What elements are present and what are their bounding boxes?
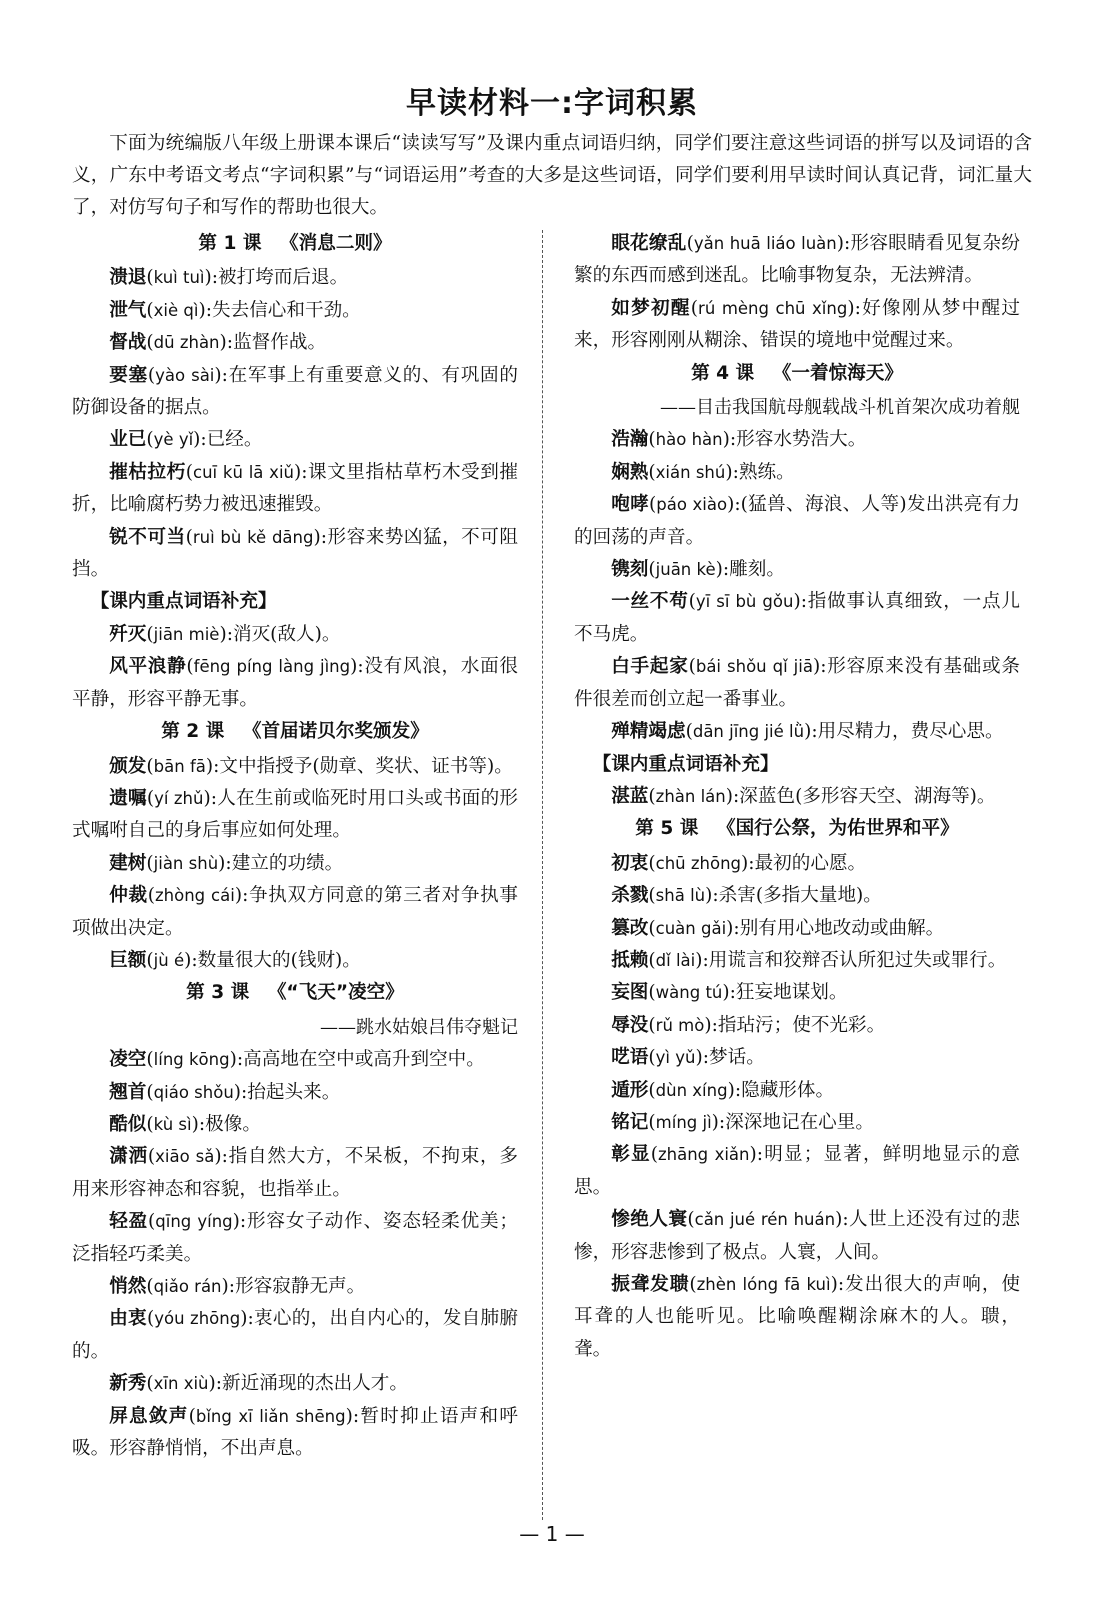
vocab-definition: 深深地记在心里。 (725, 1111, 874, 1133)
vocab-word: 要塞 (109, 364, 148, 386)
vocab-pinyin: yóu zhōng (154, 1309, 241, 1329)
vocab-entry: 要塞(yào sài):在军事上有重要意义的、有巩固的防御设备的据点。 (72, 364, 518, 419)
right-column (574, 228, 1020, 1366)
vocab-pinyin: dǐ lài (655, 950, 696, 970)
vocab-entry: 翘首(qiáo shǒu):抬起头来。 (109, 1081, 341, 1103)
vocab-word: 白手起家 (611, 656, 689, 678)
vocab-pinyin: fēng píng làng jìng (193, 657, 351, 677)
vocab-pinyin: ruì bù kě dāng (192, 527, 314, 547)
lesson-name: 《消息二则》 (280, 233, 392, 254)
vocab-entry: 潇洒(xiāo sǎ):指自然大方，不呆板，不拘束，多用来形容神态和容貌，也指举止。 (72, 1146, 518, 1200)
vocab-entry: 泄气(xiè qì):失去信心和干劲。 (109, 299, 361, 321)
vocab-entry: 建树(jiàn shù):建立的功绩。 (109, 852, 344, 874)
page-number: — 1 — (519, 1522, 585, 1546)
vocab-word: 呓语 (611, 1047, 649, 1069)
vocab-entry: 遁形(dùn xíng):隐藏形体。 (611, 1079, 835, 1101)
vocab-definition: 指玷污；使不光彩。 (717, 1014, 886, 1036)
vocab-word: 颁发 (109, 755, 147, 777)
vocab-entry: 镌刻(juān kè):雕刻。 (611, 559, 785, 581)
vocab-definition: 数量很大的(钱财)。 (197, 949, 361, 971)
vocab-definition: 雕刻。 (729, 559, 785, 581)
vocab-entry: 遗嘱(yí zhǔ):人在生前或临死时用口头或书面的形式嘱咐自己的身后事应如何处理。 (72, 787, 518, 842)
lesson-heading (72, 977, 518, 1009)
vocab-word: 初衷 (611, 852, 649, 874)
vocab-entry: 振聋发聩(zhèn lóng fā kuì):发出很大的声响，使耳聋的人也能听见。比喻唤醒糊涂麻木的人。聩，聋。 (574, 1274, 1020, 1360)
vocab-pinyin: bān fā (153, 756, 206, 776)
lesson-number: 第 3 课 (186, 982, 250, 1004)
vocab-pinyin: cuàn gǎi (655, 918, 727, 938)
vocab-entry: 白手起家(bái shǒu qǐ jiā):形容原来没有基础或条件很差而创立起一番事业。 (574, 656, 1020, 710)
vocab-entry: 锐不可当(ruì bù kě dāng):形容来势凶猛，不可阻挡。 (72, 526, 518, 581)
vocab-word: 杀戮 (611, 885, 649, 907)
vocab-pinyin: dùn xíng (655, 1080, 728, 1100)
vocab-pinyin: zhòng cái (154, 886, 235, 906)
page-title: 早读材料一:字词积累 (406, 86, 698, 121)
vocab-pinyin: zhàn lán (655, 786, 726, 806)
vocab-entry: 业已(yè yǐ):已经。 (109, 429, 263, 451)
lesson-subtitle: ——目击我国航母舰载战斗机首架次成功着舰 (660, 397, 1020, 419)
vocab-definition: 明显；显著，鲜明地显示的意思。 (574, 1144, 1020, 1198)
vocab-definition: 衷心的，出自内心的，发自肺腑的。 (72, 1308, 518, 1362)
vocab-entry: 妄图(wàng tú):狂妄地谋划。 (611, 982, 848, 1004)
vocab-pinyin: dū zhàn (153, 333, 220, 353)
vocab-definition: (猛兽、海浪、人等)发出洪亮有力的回荡的声音。 (574, 494, 1020, 548)
vocab-pinyin: kù sì (153, 1114, 192, 1134)
vocab-definition: 失去信心和干劲。 (212, 299, 361, 321)
vocab-definition: 隐藏形体。 (741, 1079, 835, 1101)
vocab-definition: 抬起头来。 (247, 1081, 341, 1103)
vocab-pinyin: chū zhōng (655, 853, 742, 873)
vocab-word: 娴熟 (611, 461, 649, 483)
lesson-number: 第 4 课 (691, 362, 755, 384)
vocab-definition: 人在生前或临死时用口头或书面的形式嘱咐自己的身后事应如何处理。 (72, 787, 518, 842)
vocab-word: 浩瀚 (611, 429, 649, 451)
supplement-heading: 【课内重点词语补充】 (592, 753, 779, 775)
vocab-definition: 课文里指枯草朽木受到摧折，比喻腐朽势力被迅速摧毁。 (72, 461, 518, 516)
lesson-heading (574, 813, 1020, 845)
vocab-word: 凌空 (109, 1049, 147, 1071)
vocab-definition: 人世上还没有过的悲惨，形容悲惨到了极点。人寰，人间。 (574, 1209, 1020, 1263)
lesson-number: 第 2 课 (161, 721, 225, 743)
vocab-word: 铭记 (611, 1111, 649, 1133)
lesson-heading (574, 358, 1020, 390)
vocab-word: 翘首 (109, 1081, 147, 1103)
vocab-pinyin: zhèn lóng fā kuì (696, 1275, 831, 1294)
vocab-pinyin: jù é (153, 950, 185, 970)
vocab-definition: 最初的心愿。 (754, 852, 867, 874)
vocab-word: 新秀 (109, 1373, 147, 1395)
vocab-definition: 没有风浪，水面很平静，形容平静无事。 (72, 656, 518, 710)
vocab-entry: 溃退(kuì tuì):被打垮而后退。 (109, 267, 349, 289)
vocab-entry: 如梦初醒(rú mèng chū xǐng):好像刚从梦中醒过来，形容刚刚从糊涂、错误的境地中觉醒过来。 (574, 297, 1020, 352)
vocab-entry: 悄然(qiǎo rán):形容寂静无声。 (109, 1276, 366, 1297)
vocab-pinyin: zhāng xiǎn (658, 1145, 750, 1165)
vocab-definition: 别有用心地改动或曲解。 (739, 917, 945, 939)
vocab-entry: 殚精竭虑(dān jīng jié lǜ):用尽精力，费尽心思。 (611, 721, 1004, 743)
vocab-entry: 一丝不苟(yī sī bù gǒu):指做事认真细致，一点儿不马虎。 (574, 591, 1020, 645)
vocab-word: 业已 (109, 429, 147, 451)
vocab-pinyin: qiáo shǒu (153, 1082, 234, 1102)
vocab-definition: 暂时抑止语声和呼吸。形容静悄悄，不出声息。 (72, 1405, 518, 1460)
vocab-entry: 眼花缭乱(yǎn huā liáo luàn):形容眼睛看见复杂纷繁的东西而感到迷乱。比喻事物复杂，无法辨清。 (574, 233, 1020, 287)
vocab-pinyin: míng jì (655, 1112, 712, 1132)
vocab-word: 风平浪静 (109, 656, 187, 678)
vocab-word: 抵赖 (611, 949, 649, 971)
vocab-pinyin: páo xiào (656, 495, 728, 515)
vocab-definition: 形容来势凶猛，不可阻挡。 (72, 526, 518, 581)
vocab-definition: 消灭(敌人)。 (232, 623, 341, 645)
vocab-definition: 梦话。 (709, 1047, 765, 1069)
vocab-pinyin: cǎn jué rén huán (694, 1210, 836, 1230)
vocab-word: 镌刻 (611, 559, 649, 581)
vocab-pinyin: dān jīng jié lǜ (692, 722, 805, 742)
vocab-entry: 呓语(yì yǔ):梦话。 (611, 1047, 765, 1069)
vocab-word: 惨绝人寰 (611, 1209, 688, 1231)
vocab-pinyin: bái shǒu qǐ jiā (695, 657, 813, 677)
vocab-word: 遗嘱 (109, 787, 147, 809)
vocab-definition: 形容原来没有基础或条件很差而创立起一番事业。 (574, 656, 1020, 710)
vocab-word: 巨额 (109, 949, 147, 971)
vocab-word: 潇洒 (109, 1146, 148, 1168)
vocab-definition: 监督作战。 (233, 332, 327, 354)
vocab-definition: 指做事认真细致，一点儿不马虎。 (574, 591, 1020, 645)
vocab-entry: 初衷(chū zhōng):最初的心愿。 (611, 852, 867, 874)
vocab-pinyin: qiǎo rán (153, 1277, 222, 1296)
lesson-number: 第 1 课 (198, 233, 262, 254)
vocab-entry: 新秀(xīn xiù):新近涌现的杰出人才。 (109, 1373, 408, 1395)
vocab-entry: 篡改(cuàn gǎi):别有用心地改动或曲解。 (611, 917, 945, 939)
vocab-definition: 用谎言和狡辩否认所犯过失或罪行。 (708, 949, 1007, 971)
vocab-word: 振聋发聩 (611, 1274, 690, 1295)
vocab-pinyin: hào hàn (655, 430, 723, 450)
vocab-word: 咆哮 (611, 494, 649, 516)
lesson-subtitle: ——跳水姑娘吕伟夺魁记 (320, 1016, 518, 1038)
vocab-entry: 风平浪静(fēng píng làng jìng):没有风浪，水面很平静，形容平静无事。 (72, 656, 518, 710)
vocab-word: 殚精竭虑 (611, 721, 686, 743)
vocab-definition: 用尽精力，费尽心思。 (817, 721, 1004, 743)
vocab-word: 屏息敛声 (109, 1405, 189, 1427)
vocab-pinyin: juān kè (655, 560, 716, 580)
vocab-entry: 湛蓝(zhàn lán):深蓝色(多形容天空、湖海等)。 (611, 785, 996, 807)
vocab-entry: 铭记(míng jì):深深地记在心里。 (611, 1111, 874, 1133)
vocab-word: 悄然 (109, 1276, 147, 1297)
vocab-definition: 争执双方同意的第三者对争执事项做出决定。 (72, 885, 518, 939)
vocab-pinyin: wàng tú (655, 983, 723, 1003)
vocab-word: 仲裁 (109, 885, 148, 907)
lesson-name: 《首届诺贝尔奖颁发》 (242, 721, 429, 743)
vocab-word: 泄气 (109, 299, 147, 321)
vocab-definition: 被打垮而后退。 (218, 267, 349, 289)
vocab-word: 锐不可当 (109, 526, 186, 548)
vocab-pinyin: xiè qì (153, 300, 199, 320)
vocab-pinyin: jiān miè (153, 624, 220, 644)
vocab-word: 眼花缭乱 (611, 233, 687, 254)
intro-paragraph: 下面为统编版八年级上册课本课后“读读写写”及课内重点词语归纳，同学们要注意这些词语的拼写以及词语的含义，广东中考语文考点“字词积累”与“词语运用”考查的大多是这些词语，同学们要利用早读时间认真记背，词汇量大了，对仿写句子和写作的帮助也很大。 (72, 133, 1032, 218)
vocab-pinyin: qīng yíng (155, 1212, 233, 1232)
lesson-heading (72, 716, 518, 748)
vocab-pinyin: bǐng xī liǎn shēng (195, 1406, 346, 1426)
vocab-word: 溃退 (109, 267, 147, 289)
vocab-entry: 屏息敛声(bǐng xī liǎn shēng):暂时抑止语声和呼吸。形容静悄悄，不出声息。 (72, 1405, 518, 1460)
vocab-word: 轻盈 (109, 1211, 149, 1233)
vocab-entry: 由衷(yóu zhōng):衷心的，出自内心的，发自肺腑的。 (72, 1308, 518, 1362)
vocab-pinyin: xiāo sǎ (155, 1147, 215, 1167)
vocab-pinyin: yí zhǔ (154, 788, 204, 808)
vocab-entry: 咆哮(páo xiào):(猛兽、海浪、人等)发出洪亮有力的回荡的声音。 (574, 494, 1020, 548)
vocab-pinyin: yào sài (155, 365, 215, 385)
vocab-entry: 轻盈(qīng yíng):形容女子动作、姿态轻柔优美；泛指轻巧柔美。 (72, 1211, 518, 1265)
vocab-entry: 歼灭(jiān miè):消灭(敌人)。 (109, 623, 341, 645)
vocab-word: 湛蓝 (611, 785, 649, 807)
lesson-name: 《国行公祭，为佑世界和平》 (716, 818, 959, 840)
vocab-definition: 好像刚从梦中醒过来，形容刚刚从糊涂、错误的境地中觉醒过来。 (574, 297, 1020, 352)
vocab-word: 遁形 (611, 1079, 649, 1101)
vocab-definition: 在军事上有重要意义的、有巩固的防御设备的据点。 (72, 364, 518, 419)
vocab-pinyin: shā lù (655, 886, 706, 906)
vocab-definition: 形容水势浩大。 (736, 429, 867, 451)
vocab-entry: 巨额(jù é):数量很大的(钱财)。 (109, 949, 361, 971)
vocab-pinyin: líng kōng (153, 1050, 230, 1070)
vocab-definition: 指自然大方，不呆板，不拘束，多用来形容神态和容貌，也指举止。 (72, 1146, 518, 1200)
column-divider (542, 230, 543, 1520)
vocab-definition: 熟练。 (738, 461, 795, 483)
vocab-pinyin: cuī kū lā xiǔ (193, 462, 294, 482)
lesson-number: 第 5 课 (635, 818, 699, 840)
vocab-definition: 建立的功绩。 (231, 852, 344, 874)
lesson-name: 《“飞天”凌空》 (267, 982, 404, 1004)
vocab-word: 一丝不苟 (611, 591, 689, 613)
vocab-definition: 杀害(多指大量地)。 (718, 885, 882, 907)
vocab-entry: 摧枯拉朽(cuī kū lā xiǔ):课文里指枯草朽木受到摧折，比喻腐朽势力被迅速摧毁。 (72, 461, 518, 516)
vocab-entry: 辱没(rǔ mò):指玷污；使不光彩。 (611, 1014, 886, 1036)
vocab-word: 辱没 (611, 1014, 649, 1036)
left-column (72, 228, 518, 1465)
vocab-pinyin: yì yǔ (655, 1048, 696, 1068)
vocab-pinyin: rǔ mò (655, 1015, 705, 1035)
vocab-definition: 形容眼睛看见复杂纷繁的东西而感到迷乱。比喻事物复杂，无法辨清。 (574, 233, 1020, 287)
vocab-pinyin: xīn xiù (153, 1374, 209, 1394)
vocab-pinyin: rú mèng chū xǐng (698, 298, 848, 318)
vocab-word: 摧枯拉朽 (109, 461, 186, 483)
vocab-word: 督战 (109, 332, 147, 354)
vocab-definition: 形容寂静无声。 (235, 1276, 366, 1297)
vocab-entry: 浩瀚(hào hàn):形容水势浩大。 (611, 429, 867, 451)
vocab-word: 由衷 (109, 1308, 147, 1330)
vocab-entry: 娴熟(xián shú):熟练。 (611, 461, 795, 483)
vocab-definition: 形容女子动作、姿态轻柔优美；泛指轻巧柔美。 (72, 1211, 518, 1265)
vocab-entry: 杀戮(shā lù):杀害(多指大量地)。 (611, 885, 882, 907)
vocab-definition: 文中指授予(勋章、奖状、证书等)。 (219, 755, 513, 777)
supplement-heading: 【课内重点词语补充】 (90, 591, 277, 613)
vocab-entry: 颁发(bān fā):文中指授予(勋章、奖状、证书等)。 (109, 755, 513, 777)
vocab-definition: 深蓝色(多形容天空、湖海等)。 (739, 785, 996, 807)
vocab-pinyin: xián shú (655, 462, 726, 482)
lesson-name: 《一着惊海天》 (772, 362, 903, 384)
vocab-word: 酷似 (109, 1113, 147, 1135)
vocab-word: 篡改 (611, 917, 649, 939)
vocab-word: 如梦初醒 (611, 297, 691, 319)
vocab-entry: 凌空(líng kōng):高高地在空中或高升到空中。 (109, 1049, 485, 1071)
vocab-definition: 高高地在空中或高升到空中。 (243, 1049, 485, 1071)
vocab-word: 妄图 (611, 982, 649, 1004)
vocab-entry: 抵赖(dǐ lài):用谎言和狡辩否认所犯过失或罪行。 (611, 949, 1007, 971)
vocab-word: 歼灭 (109, 623, 147, 645)
vocab-definition: 狂妄地谋划。 (735, 982, 848, 1004)
vocab-pinyin: yǎn huā liáo luàn (693, 234, 837, 253)
vocab-entry: 督战(dū zhàn):监督作战。 (109, 332, 327, 354)
vocab-word: 建树 (109, 852, 147, 874)
vocab-entry: 惨绝人寰(cǎn jué rén huán):人世上还没有过的悲惨，形容悲惨到了极点。人寰，人间。 (574, 1209, 1020, 1263)
vocab-entry: 仲裁(zhòng cái):争执双方同意的第三者对争执事项做出决定。 (72, 885, 518, 939)
vocab-definition: 已经。 (206, 429, 263, 451)
lesson-heading (72, 228, 518, 260)
vocab-entry: 酷似(kù sì):极像。 (109, 1113, 261, 1135)
vocab-definition: 极像。 (205, 1113, 261, 1135)
vocab-definition: 发出很大的声响，使耳聋的人也能听见。比喻唤醒糊涂麻木的人。聩，聋。 (574, 1274, 1020, 1360)
vocab-definition: 新近涌现的杰出人才。 (222, 1373, 408, 1395)
vocab-pinyin: kuì tuì (153, 268, 205, 288)
vocab-pinyin: jiàn shù (153, 853, 219, 873)
vocab-pinyin: yī sī bù gǒu (695, 592, 794, 612)
vocab-word: 彰显 (611, 1144, 651, 1166)
vocab-pinyin: yè yǐ (153, 430, 194, 450)
vocab-entry: 彰显(zhāng xiǎn):明显；显著，鲜明地显示的意思。 (574, 1144, 1020, 1198)
